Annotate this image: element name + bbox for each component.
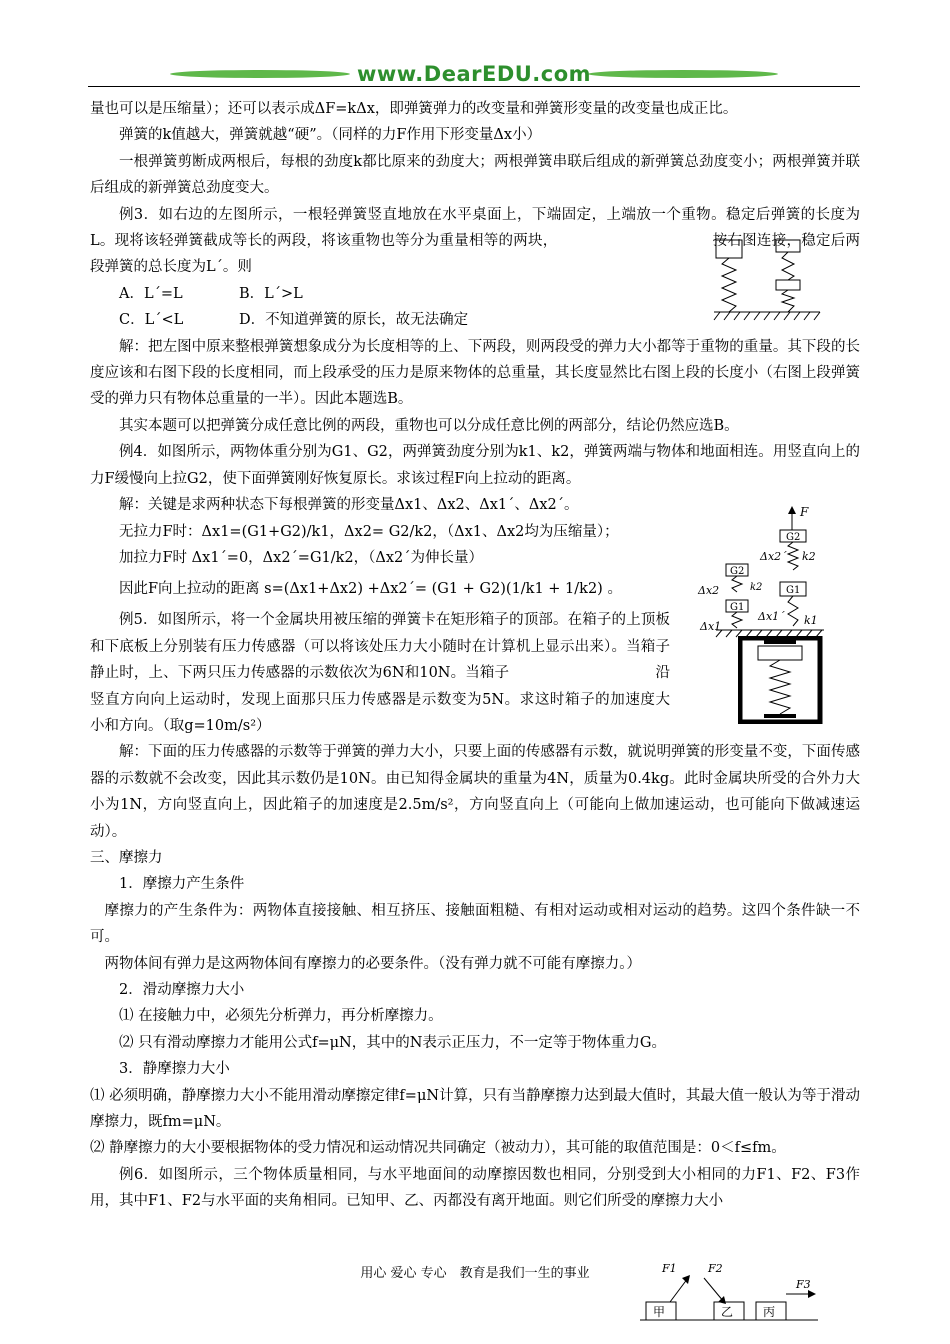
example-6: 例6．如图所示，三个物体质量相同，与水平地面间的动摩擦因数也相同，分别受到大小相同的力F1、F2、F3作用，其中F1、F2与水平面的夹角相同。已知甲、乙、丙都没有离开地面。则它们所受的摩擦力大小 xyxy=(90,1166,860,1210)
label-g2-initial: G2 xyxy=(730,566,745,577)
paragraph: ⑴ 必须明确，静摩擦力大小不能用滑动摩擦定律f=μN计算，只有当静摩擦力达到最大值时，其最大值一般认为等于滑动摩擦力，既fm=μN。 xyxy=(90,1087,860,1131)
sub-heading: 3．静摩擦力大小 xyxy=(119,1061,230,1078)
label-k2-initial: k2 xyxy=(750,582,763,593)
paragraph: ⑵ 静摩擦力的大小要根据物体的受力情况和运动情况共同确定（被动力），其可能的取值范围是：0＜f≤fm。 xyxy=(90,1140,786,1157)
arrow-head xyxy=(788,506,796,514)
label-bing: 丙 xyxy=(763,1305,776,1319)
site-logo: www.DearEDU.com xyxy=(356,62,592,86)
label-k2: k2 xyxy=(802,550,816,563)
label-yi: 乙 xyxy=(721,1305,734,1319)
label-dx1p: Δx1´ xyxy=(758,610,785,623)
spring xyxy=(722,258,736,312)
paragraph: 量也可以是压缩量）；还可以表示成ΔF=kΔx，即弹簧弹力的改变量和弹簧形变量的改变量也成正比。 xyxy=(90,101,738,117)
force-f1 xyxy=(670,1278,688,1302)
weight-block xyxy=(776,240,800,252)
label-F: F xyxy=(800,505,809,519)
label-jia: 甲 xyxy=(653,1305,666,1319)
paragraph: 弹簧的k值越大，弹簧就越“硬”。（同样的力F作用下形变量Δx小） xyxy=(119,127,542,144)
figure-springs-ex3 xyxy=(712,236,822,328)
bottom-sensor xyxy=(764,714,796,718)
formula-line: 因此F向上拉动的距离 s=(Δx1+Δx2) +Δx2´= (G1 + G2)(1/k1 + 1/k2) 。 xyxy=(119,581,622,598)
paragraph: 其实本题可以把弹簧分成任意比例的两段，重物也可以分成任意比例的两部分，结论仍然应选B。 xyxy=(119,417,739,434)
spring-k2-initial xyxy=(732,576,742,592)
arrow-head xyxy=(808,1290,816,1298)
sub-heading: 1．摩擦力产生条件 xyxy=(119,876,245,893)
spring-k2 xyxy=(788,542,798,570)
spring xyxy=(770,660,790,714)
label-k1: k1 xyxy=(804,614,818,627)
example-4: 例4．如图所示，两物体重分别为G1、G2，两弹簧劲度分别为k1、k2，弹簧两端与物体和地面相连。用竖直向上的力F缓慢向上拉G2，使下面弹簧刚好恢复原长。求该过程F向上拉动的距离。 xyxy=(90,444,860,487)
label-dx1: Δx1 xyxy=(700,620,722,633)
sub-heading: 2．滑动摩擦力大小 xyxy=(119,982,245,998)
solution-3: 解：把左图中原来整根弹簧想象成分为长度相等的上、下两段，则两段受的弹力大小都等于重物的重量。其下段的长度应该和右图下段的长度相同，而上段承受的压力是原来物体的总重量，其长度显然比右图上段的长度小（右图上段弹簧受的弹力只有物体总重量的一半）。因此本题选B。 xyxy=(90,338,860,408)
paragraph: ⑵ 只有滑动摩擦力才能用公式f=μN，其中的N表示正压力，不一定等于物体重力G。 xyxy=(119,1034,667,1051)
weight-block xyxy=(716,240,742,258)
figure-springs-ex4 xyxy=(696,502,826,650)
weight-block xyxy=(776,280,800,290)
paragraph: 摩擦力的产生条件为：两物体直接接触、相互挤压、接触面粗糙、有相对运动或相对运动的趋势。这四个条件缺一不可。 xyxy=(90,902,860,946)
figure-box-ex5 xyxy=(738,636,824,724)
option-d: D．不知道弹簧的原长，故无法确定 xyxy=(239,312,469,329)
force-f2 xyxy=(704,1278,724,1302)
example-3: 例3．如右边的左图所示，一根轻弹簧竖直地放在水平桌面上，下端固定，上端放一个重物。稳定后弹簧的长度为L。现将该轻弹簧截成等长的两段，将该重物也等分为重量相等的两块， 按右图连接，稳定后两段弹簧的总长度为L´。则 xyxy=(90,206,860,276)
paragraph: ⑴ 在接触力中，必须先分析弹力，再分析摩擦力。 xyxy=(119,1008,443,1025)
label-g1-initial: G1 xyxy=(730,602,745,613)
metal-block xyxy=(758,646,802,660)
label-F1: F1 xyxy=(662,1262,677,1275)
spring-k1-initial xyxy=(732,612,742,628)
example-5: 例5．如图所示，将一个金属块用被压缩的弹簧卡在矩形箱子的顶部。在箱子的上顶板和下底板上分别装有压力传感器（可以将该处压力大小随时在计算机上显示出来）。当箱子静止时，上、下两只压力传感器的示数依次为6N和10N。当箱子 沿竖直方向向上运动时，发现上面那只压力传感器是示数变为5N。求这时箱子的加速度大 小和方向。（取g=10m/s²） xyxy=(90,612,815,734)
spring xyxy=(782,252,794,280)
solution-4: 解：关键是求两种状态下每根弹簧的形变量Δx1、Δx2、Δx1´、Δx2´。 xyxy=(119,497,579,514)
page-footer: 用心 爱心 专心 教育是我们一生的事业 xyxy=(360,1266,590,1281)
label-F2: F2 xyxy=(708,1262,723,1275)
arrow-head xyxy=(718,1296,726,1304)
solution-5: 解：下面的压力传感器的示数等于弹簧的弹力大小，只要上面的传感器有示数，就说明弹簧的形变量不变，下面传感器的示数就不会改变，因此其示数仍是10N。由已知得金属块的重量为4N，质量为0.4kg。此时金属块所受的合外力大小为1N，方向竖直向上，因此箱子的加速度是2.5m/s²，方向竖直向上（可能向上做加速运动，也可能向下做减速运动）。 xyxy=(90,744,860,840)
page-header xyxy=(88,60,860,90)
option-a: A．L´=L xyxy=(119,285,183,302)
top-sensor xyxy=(764,640,796,644)
option-b: B．L´>L xyxy=(239,285,303,302)
formula-line: 加拉力F时 Δx1´=0，Δx2´=G1/k2，（Δx2´为伸长量） xyxy=(119,549,484,566)
paragraph: 一根弹簧剪断成两根后，每根的劲度k都比原来的劲度大；两根弹簧串联后组成的新弹簧总劲度变小；两根弹簧并联后组成的新弹簧总劲度变大。 xyxy=(90,153,860,197)
ground-hatch xyxy=(714,312,820,320)
section-heading: 三、摩擦力 xyxy=(90,849,163,866)
formula-line: 无拉力F时：Δx1=(G1+G2)/k1，Δx2= G2/k2，（Δx1、Δx2均为压缩量）； xyxy=(119,523,619,540)
label-dx2p: Δx2´ xyxy=(760,550,787,563)
spring xyxy=(782,290,794,312)
spring-k1 xyxy=(788,596,798,626)
label-g2: G2 xyxy=(786,532,801,543)
header-rule xyxy=(88,86,860,87)
label-dx2: Δx2 xyxy=(698,584,720,597)
paragraph: 两物体间有弹力是这两物体间有摩擦力的必要条件。（没有弹力就不可能有摩擦力。） xyxy=(104,955,641,972)
box-wall xyxy=(740,638,820,722)
option-c: C．L´<L xyxy=(119,312,184,329)
label-F3: F3 xyxy=(796,1278,811,1291)
label-g1: G1 xyxy=(786,585,801,596)
